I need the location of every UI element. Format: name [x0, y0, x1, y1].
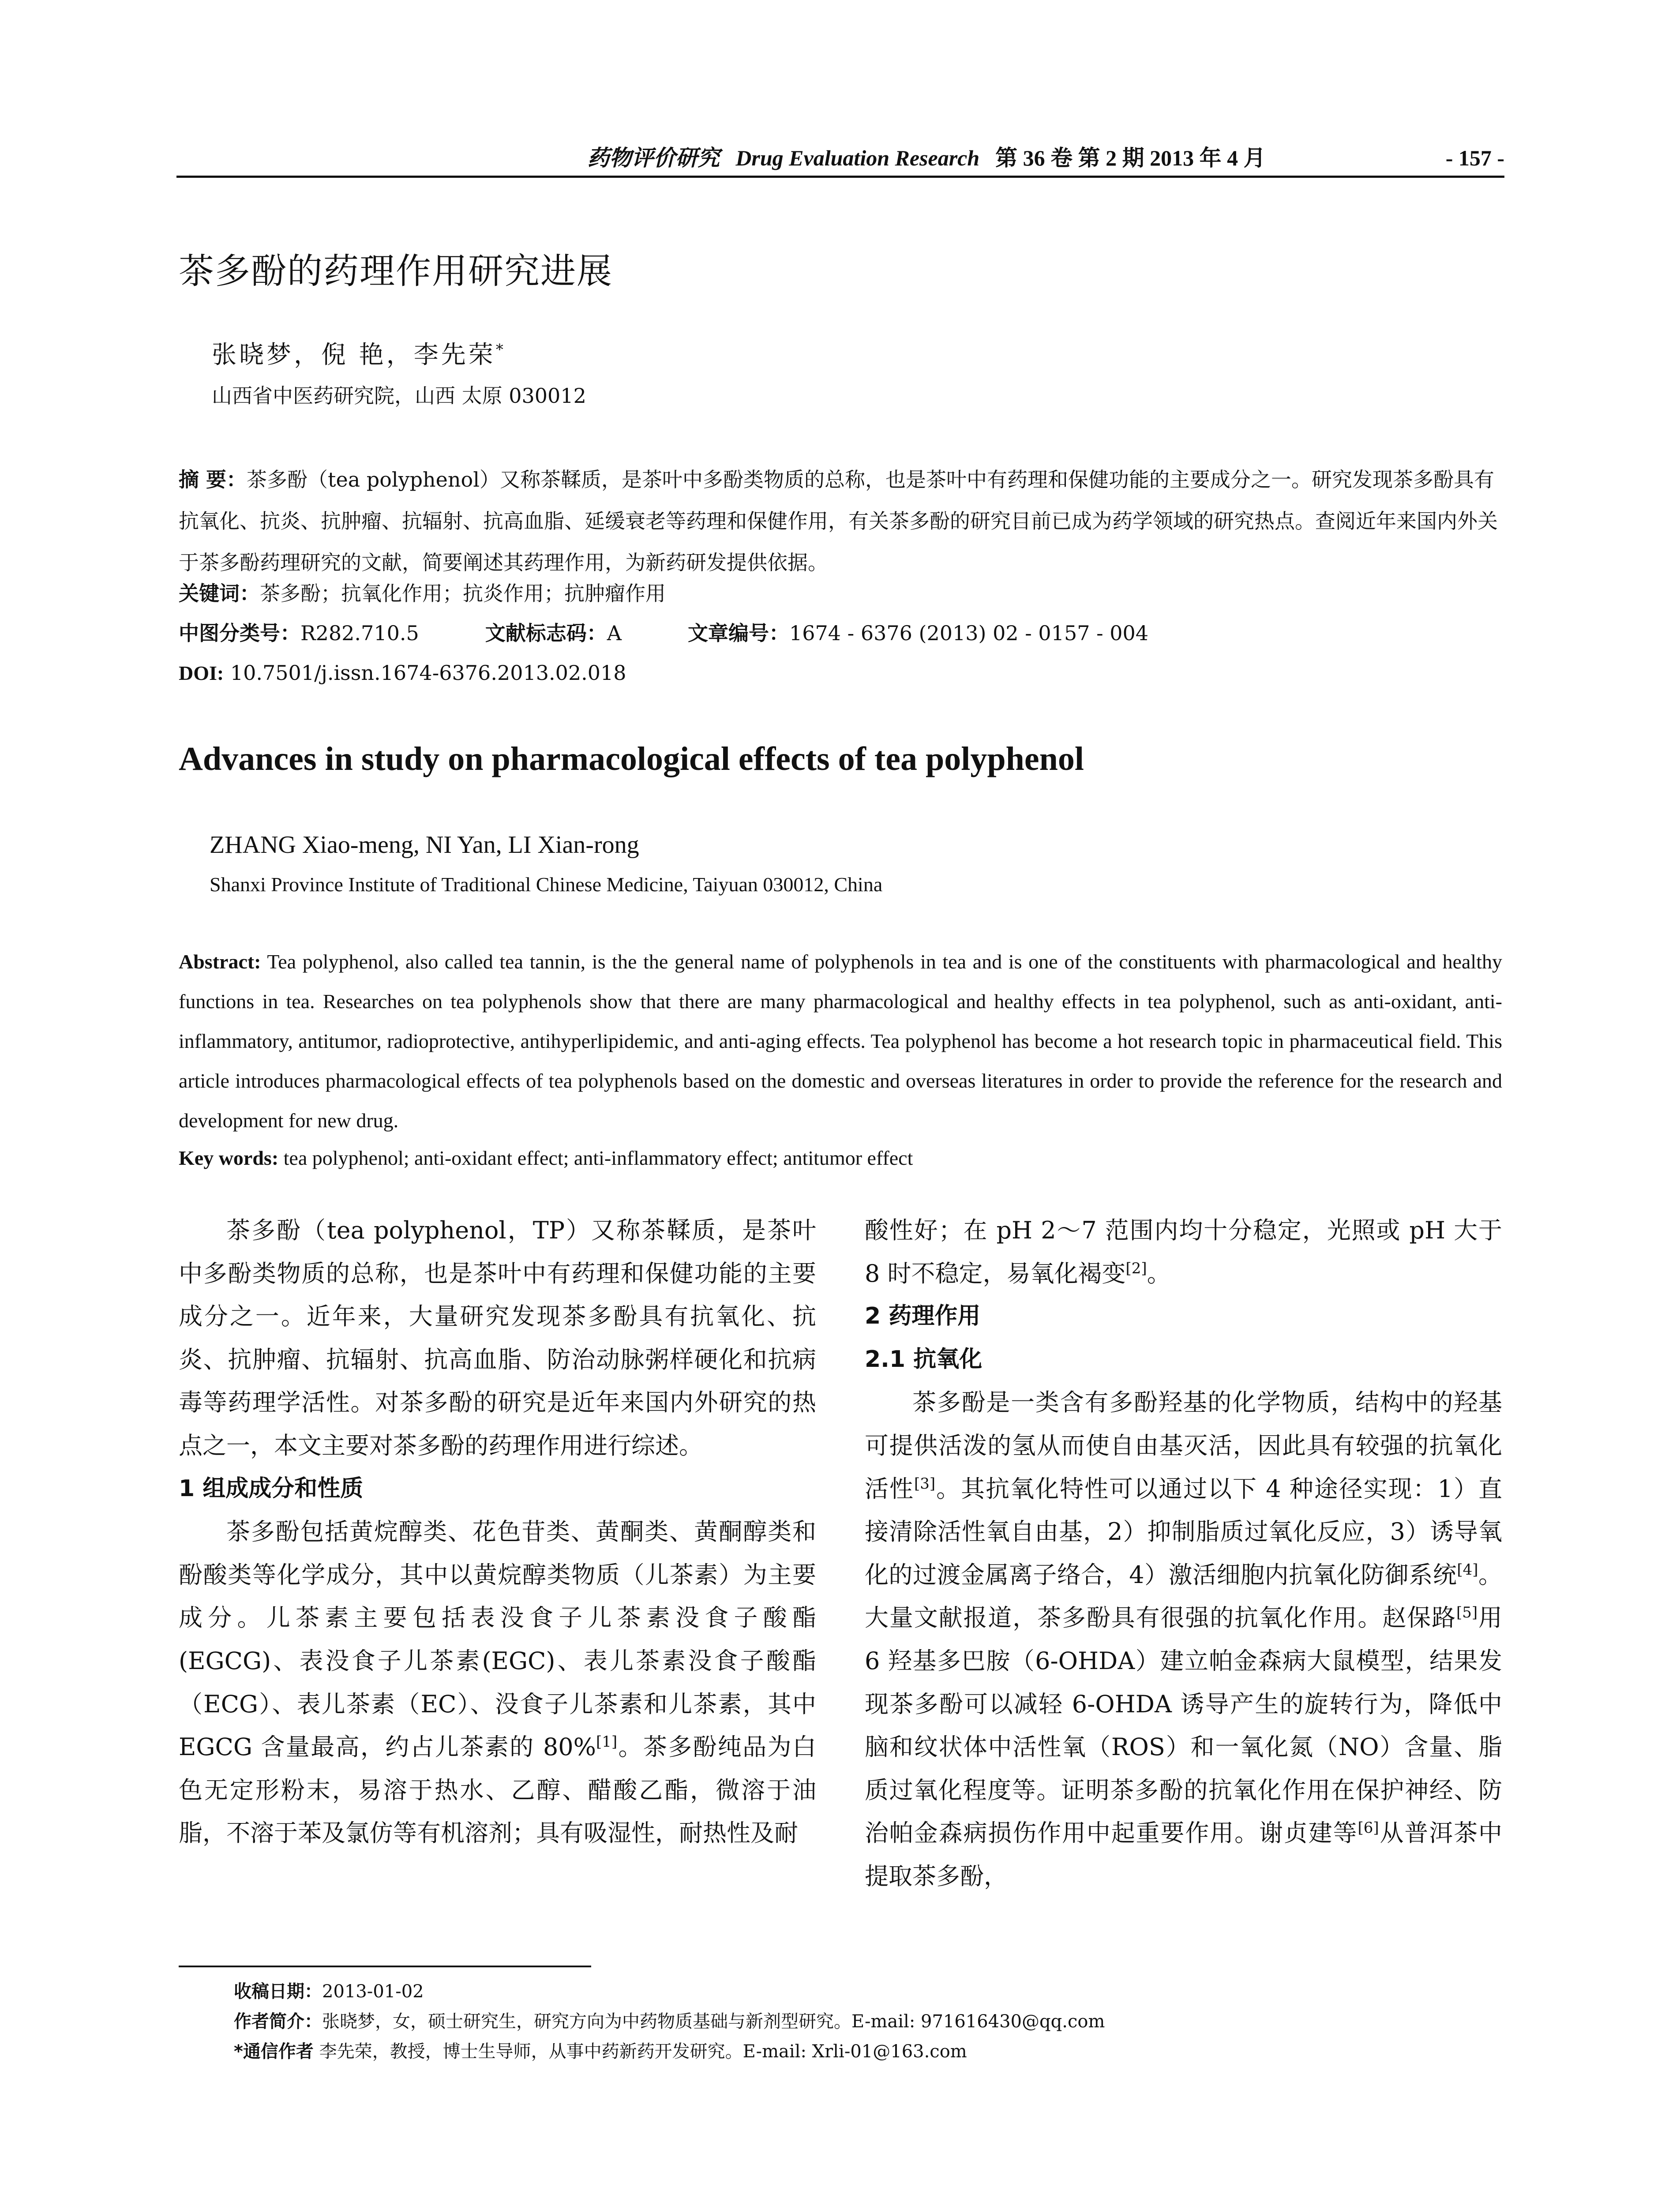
keywords-en: [179, 1141, 913, 1176]
citation-2: [2]: [1125, 1259, 1147, 1277]
section-2-1-paragraph: [865, 1381, 1502, 1898]
section-1-paragraph: [179, 1510, 816, 1855]
citation-1: [1]: [596, 1733, 618, 1751]
s1-text-a: 茶多酚包括黄烷醇类、花色苷类、黄酮类、黄酮醇类和酚酸类等化学成分，其中以黄烷醇类物质（儿茶素）为主要成分。儿茶素主要包括表没食子儿茶素没食子酸酯(EGCG)、表没食子儿茶素(EGC)、表儿茶素没食子酸酯（ECG）、表儿茶素（EC）、没食子儿茶素和儿茶素，其中 EGCG 含量最高，约占儿茶素的 80%: [179, 1518, 816, 1761]
received-date: 2013-01-02: [322, 1981, 424, 2002]
doc-code-label: 文献标志码：: [485, 621, 607, 645]
classification-row: [179, 618, 1148, 649]
keywords-en-label: Key words:: [179, 1147, 279, 1169]
doi-label: DOI:: [179, 662, 224, 684]
page-number: - 157 -: [1445, 146, 1504, 170]
s21-text-d: 用 6 羟基多巴胺（6-OHDA）建立帕金森病大鼠模型，结果发现茶多酚可以减轻 6-OHDA 诱导产生的旋转行为，降低中脑和纹状体中活性氧（ROS）和一氧化氮（NO）含量、脂质过氧化程度等。证明茶多酚的抗氧化作用在保护神经、防治帕金森病损伤作用中起重要作用。谢贞建等: [865, 1604, 1502, 1847]
corresponding-label: *通信作者: [234, 2041, 314, 2062]
clc-value: R282.710.5: [300, 621, 419, 645]
citation-5: [5]: [1456, 1604, 1478, 1622]
author-bio-label: 作者简介：: [234, 2011, 322, 2032]
abstract-en-label: Abstract:: [179, 950, 261, 973]
footnote-author: [234, 2007, 1105, 2037]
body-column-right: [865, 1209, 1502, 1898]
abstract-cn-text: 茶多酚（tea polyphenol）又称茶鞣质，是茶叶中多酚类物质的总称，也是茶叶中有药理和保健功能的主要成分之一。研究发现茶多酚具有抗氧化、抗炎、抗肿瘤、抗辐射、抗高血脂、延缓衰老等药理和保健作用，有关茶多酚的研究目前已成为药学领域的研究热点。查阅近年来国内外关于茶多酚药理研究的文献，简要阐述其药理作用，为新药研发提供依据。: [179, 468, 1498, 574]
affiliation-cn: 山西省中医药研究院，山西 太原 030012: [212, 384, 586, 408]
keywords-cn: [179, 578, 666, 609]
corresponding-mark: *: [495, 341, 506, 359]
section-1-continued: [865, 1209, 1502, 1295]
authors-cn: [212, 338, 506, 373]
keywords-cn-text: 茶多酚；抗氧化作用；抗炎作用；抗肿瘤作用: [260, 582, 666, 605]
keywords-cn-label: 关键词：: [179, 582, 260, 605]
abstract-en: [179, 942, 1502, 1141]
s21-text-b: 。其抗氧化特性可以通过以下 4 种途径实现：1）直接清除活性氧自由基，2）抑制脂质过氧化反应，3）诱导氧化的过渡金属离子络合，4）激活细胞内抗氧化防御系统: [865, 1474, 1502, 1589]
authors-en: ZHANG Xiao-meng, NI Yan, LI Xian-rong: [210, 831, 639, 859]
citation-4: [4]: [1457, 1561, 1478, 1579]
citation-3: [3]: [914, 1474, 936, 1493]
article-no-label: 文章编号：: [687, 621, 789, 645]
article-no-value: 1674 - 6376 (2013) 02 - 0157 - 004: [789, 621, 1149, 645]
footnote-corresponding: [234, 2037, 1105, 2067]
doi-row: [179, 657, 626, 689]
s1-text-c-end: 。: [1147, 1259, 1171, 1287]
journal-name-cn: 药物评价研究: [587, 146, 720, 170]
footnote-divider: [179, 1966, 591, 1967]
section-1-heading: 1 组成成分和性质: [179, 1475, 364, 1502]
corresponding-info: 李先荣，教授，博士生导师，从事中药新药开发研究。E-mail: Xrli-01@163.com: [313, 2041, 967, 2062]
affiliation-en: Shanxi Province Institute of Traditional Chinese Medicine, Taiyuan 030012, China: [210, 873, 883, 896]
s1-text-c: 酸性好；在 pH 2～7 范围内均十分稳定，光照或 pH 大于 8 时不稳定，易氧化褐变: [865, 1216, 1502, 1287]
keywords-en-text: tea polyphenol; anti-oxidant effect; anti-inflammatory effect; antitumor effect: [283, 1147, 913, 1169]
body-column-left: [179, 1209, 816, 1855]
abstract-cn-label: 摘 要：: [179, 468, 247, 491]
s21-text-c: 。大量文献报道，茶多酚具有很强的抗氧化作用。赵保路: [865, 1561, 1502, 1632]
clc-label: 中图分类号：: [179, 621, 300, 645]
title-cn: 茶多酚的药理作用研究进展: [179, 251, 613, 292]
journal-banner: [441, 140, 1412, 176]
author-bio: 张晓梦，女，硕士研究生，研究方向为中药物质基础与新剂型研究。E-mail: 971616430@qq.com: [322, 2011, 1105, 2032]
doc-code-value: A: [607, 621, 622, 645]
running-header: [176, 140, 1504, 178]
abstract-en-text: Tea polyphenol, also called tea tannin, is the the general name of polyphenols in tea and is one of the constituents with pharmacological and healthy functions in tea. Researches on tea polyphenols show that there are many pharmacological and healthy effects in tea polyphenol, such as anti-oxidant, anti-inflammatory, antitumor, radioprotective, antihyperlipidemic, and anti-aging effects. Tea polyphenol has become a hot research topic in pharmaceutical field. This article introduces pharmacological effects of tea polyphenols based on the domestic and overseas literatures in order to provide the reference for the research and development for new drug.: [179, 950, 1502, 1132]
s1-text-b: 。茶多酚纯品为白色无定形粉末，易溶于热水、乙醇、醋酸乙酯，微溶于油脂，不溶于苯及氯仿等有机溶剂；具有吸湿性，耐热性及耐: [179, 1733, 816, 1847]
intro-paragraph: 茶多酚（tea polyphenol，TP）又称茶鞣质，是茶叶中多酚类物质的总称，也是茶叶中有药理和保健功能的主要成分之一。近年来，大量研究发现茶多酚具有抗氧化、抗炎、抗肿瘤、抗辐射、抗高血脂、防治动脉粥样硬化和抗病毒等药理学活性。对茶多酚的研究是近年来国内外研究的热点之一，本文主要对茶多酚的药理作用进行综述。: [179, 1216, 816, 1459]
journal-name-en: Drug Evaluation Research: [735, 146, 980, 170]
received-label: 收稿日期：: [234, 1981, 322, 2002]
footnotes: [234, 1977, 1105, 2067]
citation-6: [6]: [1358, 1819, 1379, 1837]
doi-value: 10.7501/j.issn.1674-6376.2013.02.018: [230, 661, 626, 685]
title-en: Advances in study on pharmacological effects of tea polyphenol: [179, 740, 1084, 777]
issue-info: 第 36 卷 第 2 期 2013 年 4 月: [995, 146, 1266, 170]
section-2-heading: 2 药理作用: [865, 1303, 981, 1330]
s21-text-e: 从普洱茶中提取茶多酚，: [865, 1819, 1503, 1890]
authors-cn-names: 张晓梦，倪 艳，李先荣: [212, 341, 496, 369]
footnote-received: [234, 1977, 1105, 2007]
abstract-cn: [179, 459, 1502, 583]
section-2-1-heading: 2.1 抗氧化: [865, 1346, 982, 1373]
s21-text-a: 茶多酚是一类含有多酚羟基的化学物质，结构中的羟基可提供活泼的氢从而使自由基灭活，因此具有较强的抗氧化活性: [865, 1388, 1502, 1503]
